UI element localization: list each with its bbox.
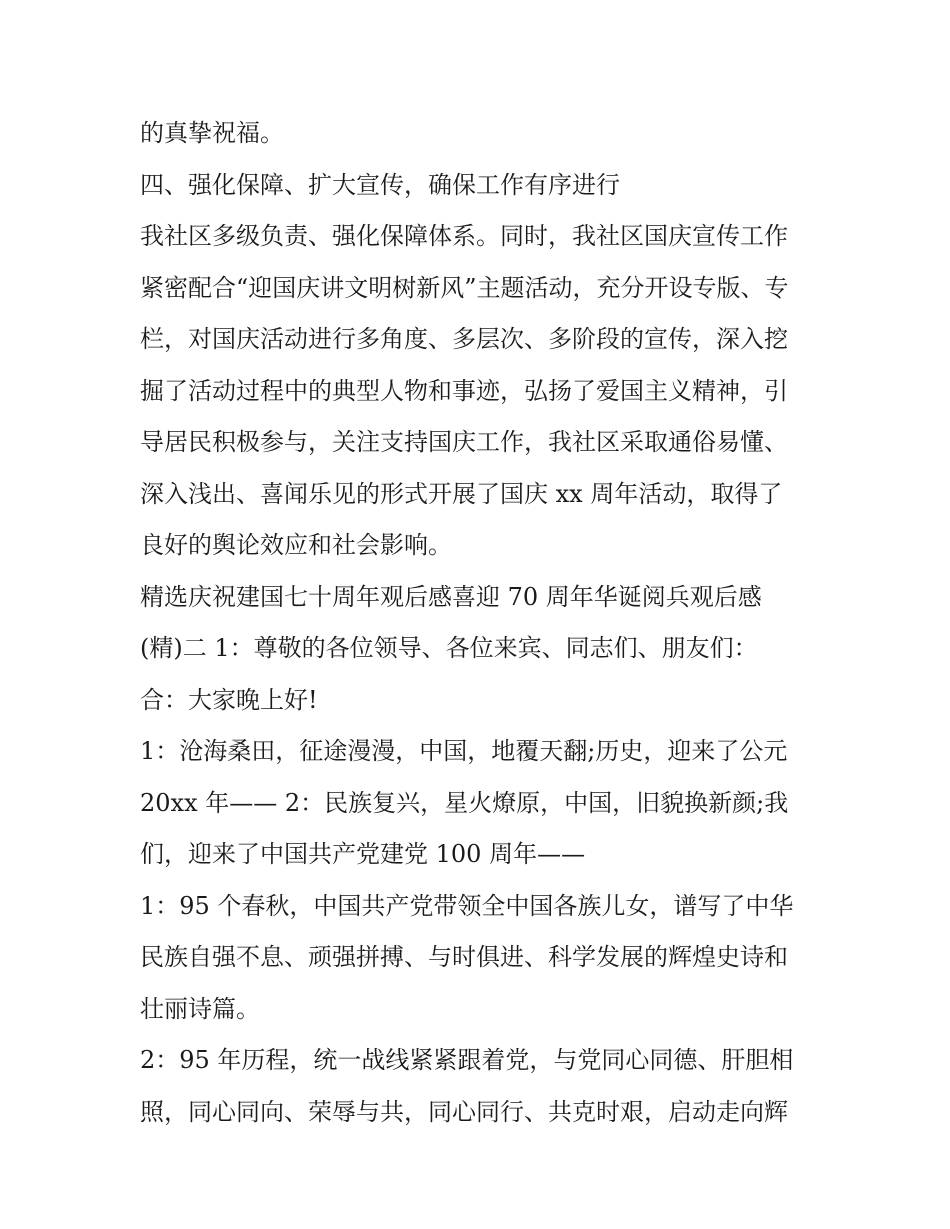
text-line: 合：大家晚上好! (140, 685, 318, 714)
article-title-line: 精选庆祝建国七十周年观后感喜迎 70 周年华诞阅兵观后感 (140, 582, 762, 611)
text-line: 1：沧海桑田，征途漫漫，中国，地覆天翻;历史，迎来了公元 (140, 737, 788, 765)
text-line: 照，同心同向、荣辱与共，同心同行、共克时艰，启动走向辉 (140, 1097, 788, 1126)
text-line: 紧密配合“迎国庆讲文明树新风”主题活动，充分开设专版、专 (140, 273, 789, 302)
text-line: 20xx 年—— 2：民族复兴，星火燎原，中国，旧貌换新颜;我 (140, 788, 789, 817)
text-line: 的真挚祝福。 (140, 119, 284, 147)
document-body (140, 108, 830, 1138)
text-line: (精)二 1：尊敬的各位领导、各位来宾、同志们、朋友们： (140, 634, 758, 662)
text-line: 们，迎来了中国共产党建党 100 周年—— (140, 840, 586, 868)
text-line: 导居民积极参与，关注支持国庆工作，我社区采取通俗易懂、 (140, 428, 788, 456)
text-line: 民族自强不息、顽强拼搏、与时俱进、科学发展的辉煌史诗和 (140, 943, 788, 971)
section-heading: 四、强化保障、扩大宣传，确保工作有序进行 (140, 170, 620, 199)
text-line: 2：95 年历程，统一战线紧紧跟着党，与党同心同德、肝胆相 (140, 1046, 794, 1074)
text-line: 壮丽诗篇。 (140, 994, 260, 1023)
text-line: 掘了活动过程中的典型人物和事迹，弘扬了爱国主义精神，引 (140, 376, 788, 405)
text-line: 我社区多级负责、强化保障体系。同时，我社区国庆宣传工作 (140, 222, 788, 250)
text-line: 深入浅出、喜闻乐见的形式开展了国庆 xx 周年活动，取得了 (140, 479, 783, 508)
text-line: 栏，对国庆活动进行多角度、多层次、多阶段的宣传，深入挖 (140, 325, 788, 353)
text-line: 良好的舆论效应和社会影响。 (140, 531, 452, 559)
text-line: 1：95 个春秋，中国共产党带领全中国各族儿女，谱写了中华 (140, 891, 794, 920)
